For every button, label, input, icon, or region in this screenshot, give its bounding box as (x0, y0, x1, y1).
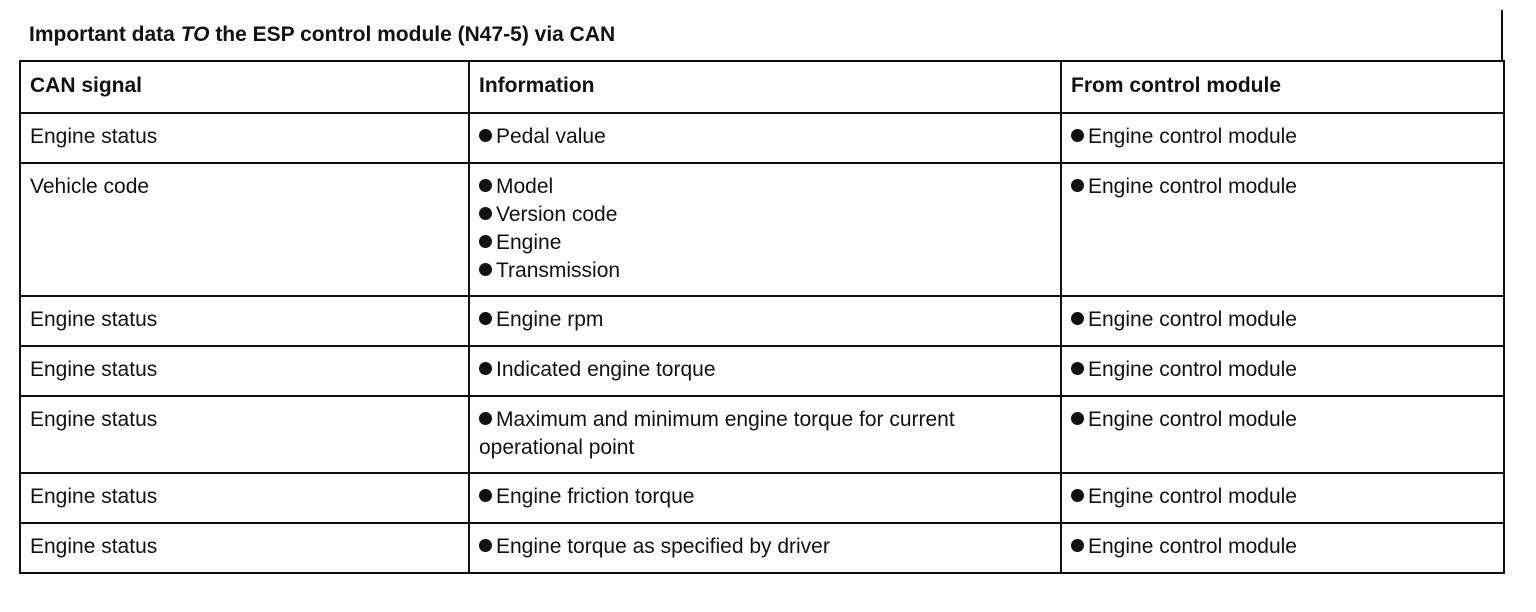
cell-from-control-module (1061, 523, 1504, 573)
control-module-item (1071, 123, 1494, 151)
control-module-item (1071, 356, 1494, 384)
cell-information (469, 473, 1061, 523)
control-module-text: Engine control module (1088, 535, 1297, 558)
header-can-signal: CAN signal (20, 61, 469, 113)
control-module-item (1071, 406, 1494, 434)
information-text: Transmission (496, 259, 621, 282)
bullet-icon (1071, 362, 1084, 375)
control-module-item (1071, 533, 1494, 561)
information-item (479, 406, 1051, 434)
bullet-icon (479, 129, 492, 142)
cell-can-signal: Engine status (20, 346, 469, 396)
table-row (20, 296, 1504, 346)
cell-information (469, 163, 1061, 296)
cell-information (469, 346, 1061, 396)
cell-can-signal: Engine status (20, 473, 469, 523)
bullet-icon (1071, 412, 1084, 425)
control-module-text: Engine control module (1088, 308, 1297, 331)
control-module-item (1071, 173, 1494, 201)
information-text: Engine torque as specified by driver (496, 535, 830, 558)
header-from-control-module: From control module (1061, 61, 1504, 113)
table-header-row (20, 61, 1504, 113)
table-row (20, 396, 1504, 473)
information-text-continued: operational point (479, 436, 635, 459)
bullet-icon (479, 412, 492, 425)
bullet-icon (479, 362, 492, 375)
cell-can-signal: Engine status (20, 113, 469, 163)
control-module-item (1071, 483, 1494, 511)
information-item (479, 173, 1051, 201)
information-item (479, 201, 1051, 229)
information-text: Engine (496, 231, 562, 254)
caption-prefix: Important data (29, 23, 181, 46)
control-module-text: Engine control module (1088, 485, 1297, 508)
table-row (20, 346, 1504, 396)
cell-from-control-module (1061, 296, 1504, 346)
bullet-icon (1071, 129, 1084, 142)
document-frame (19, 10, 1503, 574)
control-module-text: Engine control module (1088, 125, 1297, 148)
information-item (479, 306, 1051, 334)
information-text: Engine friction torque (496, 485, 695, 508)
bullet-icon (479, 539, 492, 552)
information-text: Indicated engine torque (496, 358, 716, 381)
cell-information (469, 113, 1061, 163)
caption-suffix: the ESP control module (N47-5) via CAN (209, 23, 616, 46)
information-item (479, 257, 1051, 285)
header-information: Information (469, 61, 1061, 113)
information-text: Engine rpm (496, 308, 604, 331)
cell-from-control-module (1061, 163, 1504, 296)
table-caption (19, 10, 1503, 60)
cell-information (469, 396, 1061, 473)
information-item (479, 123, 1051, 151)
cell-from-control-module (1061, 473, 1504, 523)
table-row (20, 523, 1504, 573)
information-text: Pedal value (496, 125, 606, 148)
information-text: Maximum and minimum engine torque for current (496, 408, 955, 431)
cell-can-signal: Vehicle code (20, 163, 469, 296)
cell-can-signal: Engine status (20, 396, 469, 473)
information-item (479, 483, 1051, 511)
information-item (479, 356, 1051, 384)
information-item (479, 533, 1051, 561)
cell-from-control-module (1061, 346, 1504, 396)
caption-text (29, 23, 615, 47)
table-row (20, 113, 1504, 163)
cell-from-control-module (1061, 113, 1504, 163)
bullet-icon (479, 235, 492, 248)
table-row (20, 163, 1504, 296)
cell-can-signal: Engine status (20, 296, 469, 346)
information-text: Model (496, 175, 554, 198)
bullet-icon (479, 263, 492, 276)
table-row (20, 473, 1504, 523)
control-module-item (1071, 306, 1494, 334)
caption-emphasis: TO (180, 23, 210, 46)
control-module-text: Engine control module (1088, 408, 1297, 431)
cell-information (469, 296, 1061, 346)
information-text: Version code (496, 203, 618, 226)
bullet-icon (1071, 312, 1084, 325)
bullet-icon (479, 489, 492, 502)
cell-from-control-module (1061, 396, 1504, 473)
table-body (20, 113, 1504, 573)
bullet-icon (479, 207, 492, 220)
information-item (479, 229, 1051, 257)
bullet-icon (1071, 179, 1084, 192)
control-module-text: Engine control module (1088, 358, 1297, 381)
bullet-icon (479, 179, 492, 192)
control-module-text: Engine control module (1088, 175, 1297, 198)
cell-can-signal: Engine status (20, 523, 469, 573)
can-signal-table (19, 60, 1505, 574)
bullet-icon (1071, 539, 1084, 552)
cell-information (469, 523, 1061, 573)
bullet-icon (1071, 489, 1084, 502)
bullet-icon (479, 312, 492, 325)
